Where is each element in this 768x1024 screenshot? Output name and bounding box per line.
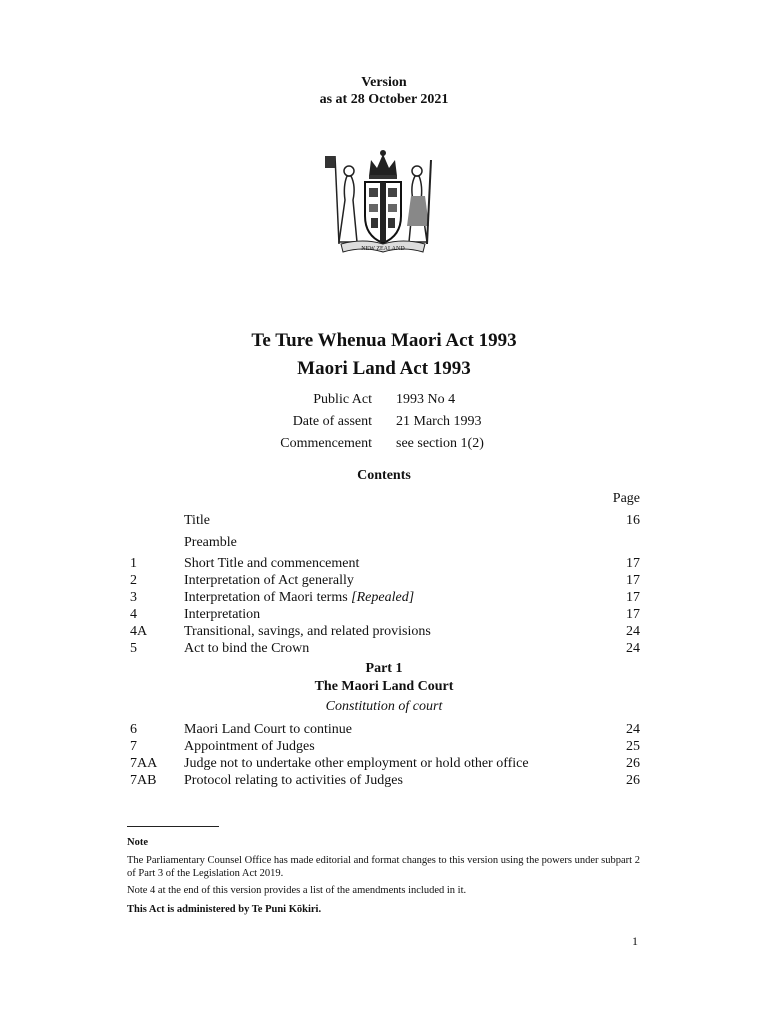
toc-sections-part-1 [130,721,640,789]
toc-entry-preamble[interactable] [130,534,640,556]
toc-entry[interactable] [130,555,640,572]
toc-entry-page: 26 [626,773,640,788]
page-column-heading: Page [612,491,640,506]
crest-scroll-text: NEW ZEALAND [361,246,405,252]
toc-front-matter [130,512,640,556]
toc-entry-page: 24 [626,624,640,639]
toc-entry-label: Interpretation [184,607,261,622]
toc-entry-number: 2 [130,573,137,588]
toc-entry-number: 3 [130,590,137,605]
version-label: Version [361,75,407,90]
toc-entry-number: 7AB [130,773,157,788]
toc-entry[interactable] [130,623,640,640]
toc-entry-label: Interpretation of Act generally [184,573,354,588]
version-date: as at 28 October 2021 [319,92,449,107]
contents-heading: Contents [357,468,411,483]
toc-entry-label: Maori Land Court to continue [184,722,352,737]
toc-entry-label: Preamble [184,535,237,550]
part-title: The Maori Land Court [314,679,454,694]
toc-entry-number: 4 [130,607,137,622]
meta-label: Commencement [280,436,372,451]
toc-entry[interactable] [130,606,640,623]
toc-sections-preliminary [130,555,640,657]
meta-value: 21 March 1993 [396,414,482,429]
toc-entry-page: 24 [626,641,640,656]
meta-row-public-act [0,392,768,414]
version-header [0,74,768,108]
footnote-divider [127,826,219,827]
toc-entry-page: 17 [626,556,640,571]
toc-entry-label: Judge not to undertake other employment or hold other office [184,756,529,771]
toc-entry[interactable] [130,589,640,606]
note-paragraph-editorial: The Parliamentary Counsel Office has made editorial and format changes to this version using the powers under subpart 2 of Part 3 of the Legislation Act 2019. [127,855,640,879]
note-heading: Note [127,837,148,848]
toc-entry-label: Short Title and commencement [184,556,360,571]
toc-entry-label: Appointment of Judges [184,739,315,754]
toc-entry[interactable] [130,738,640,755]
toc-entry-page: 17 [626,573,640,588]
act-title-maori: Te Ture Whenua Maori Act 1993 [251,330,517,351]
toc-entry-number: 7AA [130,756,158,771]
note-block [127,836,640,916]
meta-value: 1993 No 4 [396,392,456,407]
toc-entry-number: 1 [130,556,137,571]
toc-entry-label: Transitional, savings, and related provisions [184,624,431,639]
toc-entry-page: 26 [626,756,640,771]
toc-entry-page: 25 [626,739,640,754]
meta-row-date-of-assent [0,414,768,436]
act-title-english: Maori Land Act 1993 [297,358,471,379]
toc-entry-number: 6 [130,722,137,737]
toc-entry-title[interactable] [130,512,640,534]
toc-entry-page: 24 [626,722,640,737]
toc-entry[interactable] [130,721,640,738]
part-number: Part 1 [365,661,403,676]
toc-entry-label: Title [184,513,210,528]
toc-entry[interactable] [130,640,640,657]
toc-entry[interactable] [130,572,640,589]
toc-entry-label [184,589,414,606]
toc-entry-number: 5 [130,641,137,656]
toc-entry-page: 17 [626,607,640,622]
note-paragraph-amendments: Note 4 at the end of this version provides a list of the amendments included in it. [127,885,467,896]
meta-row-commencement [0,436,768,458]
nz-coat-of-arms-icon [323,146,443,258]
page-number: 1 [632,934,638,948]
toc-entry-text: Interpretation of Maori terms [184,590,352,605]
note-paragraph-administered: This Act is administered by Te Puni Kōkiri. [127,904,322,915]
meta-label: Date of assent [292,414,372,429]
part-subheading: Constitution of court [325,699,443,714]
meta-label: Public Act [313,392,372,407]
repealed-marker: [Repealed] [351,590,415,605]
meta-value: see section 1(2) [396,436,484,451]
toc-entry[interactable] [130,755,640,772]
act-metadata [0,392,768,458]
toc-entry-page: 16 [626,513,640,528]
toc-entry-number: 4A [130,624,148,639]
toc-entry-number: 7 [130,739,137,754]
toc-entry-label: Protocol relating to activities of Judges [184,773,403,788]
toc-entry-page: 17 [626,590,640,605]
toc-entry[interactable] [130,772,640,789]
toc-entry-label: Act to bind the Crown [184,641,310,656]
